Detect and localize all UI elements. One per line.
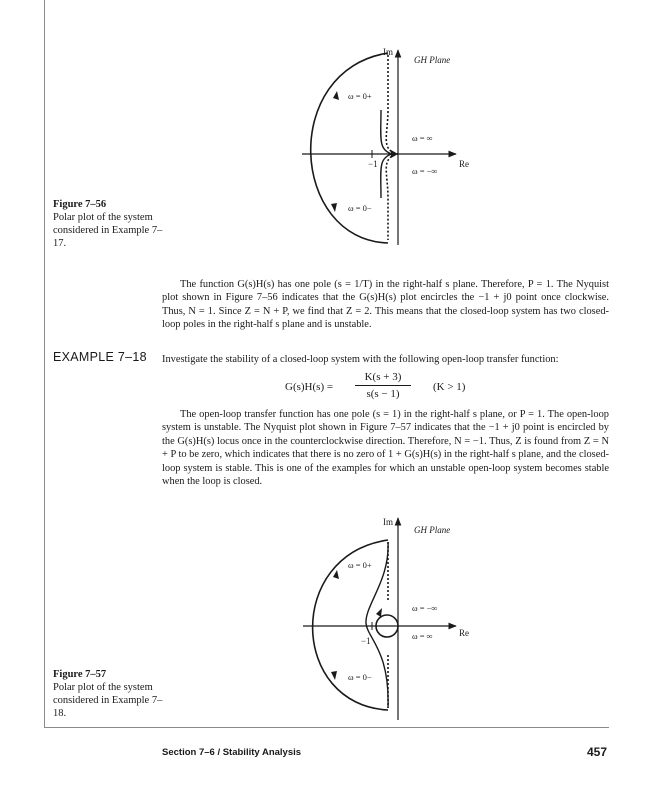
equation-numerator: K(s + 3) [355,371,411,386]
equation-fraction [355,371,411,400]
direction-arrow-upper [333,91,339,100]
plane-label: GH Plane [414,55,451,65]
paragraph-text: The function G(s)H(s) has one pole (s = 1/T) in the right-half s plane. Therefore, P = 1. The Nyquist plot shown in Figure 7–56 indicates that the G(s)H(s) plot encircles the −1 + j0 point once clockwise. Thus, N = 1. Since Z = N + P, we find that Z = 2. This means that the closed-loop system has two closed-loop poles in the right-half s plane and is unstable. [162,279,609,331]
omega-minus-infinity-label: ω = −∞ [412,603,438,613]
example-intro-text: Investigate the stability of a closed-loop system with the following open-loop transfer function: [162,354,559,365]
minus-one-label: −1 [361,636,371,646]
example-body [162,408,609,488]
omega-zero-plus-label: ω = 0+ [348,560,372,570]
omega-infinity-label: ω = ∞ [412,133,433,143]
equation-denominator: s(s − 1) [366,388,400,400]
im-axis-label: Im [383,47,393,57]
figure-7-56-caption-text: Polar plot of the system considered in Example 7–17. [53,212,163,249]
direction-arrow-inner [391,150,398,158]
axes [302,50,456,245]
example-heading: EXAMPLE 7–18 [53,350,147,364]
direction-arrow-lower [331,203,337,212]
figure-7-57-caption [53,668,163,720]
footer-section-title: Section 7–6 / Stability Analysis [162,747,302,758]
bottom-rule [44,727,609,728]
direction-arrow-lower [331,671,337,680]
example-body-text: The open-loop transfer function has one pole (s = 1) in the right-half s plane, or P = 1. The open-loop system is unstable. The Nyquist plot shown in Figure 7–57 indicates that the −1 + j0 point is encircled by the G(s)H(s) locus once in the counterclockwise direction. Therefore, N = −1. Thus, Z is found from Z = N + P to be zero, which indicates that there is no zero of 1 + G(s)H(s) in the right-half s plane, and the closed-loop system is stable. This is one of the examples for which an unstable open-loop system becomes stable when the loop is closed. [162,409,609,488]
omega-infinity-label: ω = ∞ [412,631,433,641]
equation-lhs: G(s)H(s) = [285,381,334,393]
figure-7-56-label: Figure 7–56 [53,199,107,210]
re-axis-label: Re [459,159,469,169]
omega-minus-infinity-label: ω = −∞ [412,166,438,176]
figure-7-57-label: Figure 7–57 [53,669,107,680]
paragraph-after-figure-7-56 [162,278,609,332]
page-number: 457 [587,745,608,759]
omega-zero-plus-label: ω = 0+ [348,91,372,101]
direction-arrow-upper [333,570,339,579]
nyquist-curve [311,53,398,243]
im-axis-label: Im [383,517,393,527]
omega-zero-minus-label: ω = 0− [348,203,372,213]
plane-label: GH Plane [414,525,451,535]
equation-condition: (K > 1) [433,381,466,393]
figure-7-57-caption-text: Polar plot of the system considered in Example 7–18. [53,682,163,719]
omega-zero-minus-label: ω = 0− [348,672,372,682]
re-axis-label: Re [459,628,469,638]
minus-one-label: −1 [368,159,378,169]
figure-7-56-caption [53,198,163,250]
example-intro [162,353,609,366]
direction-arrow-inner [376,608,382,617]
